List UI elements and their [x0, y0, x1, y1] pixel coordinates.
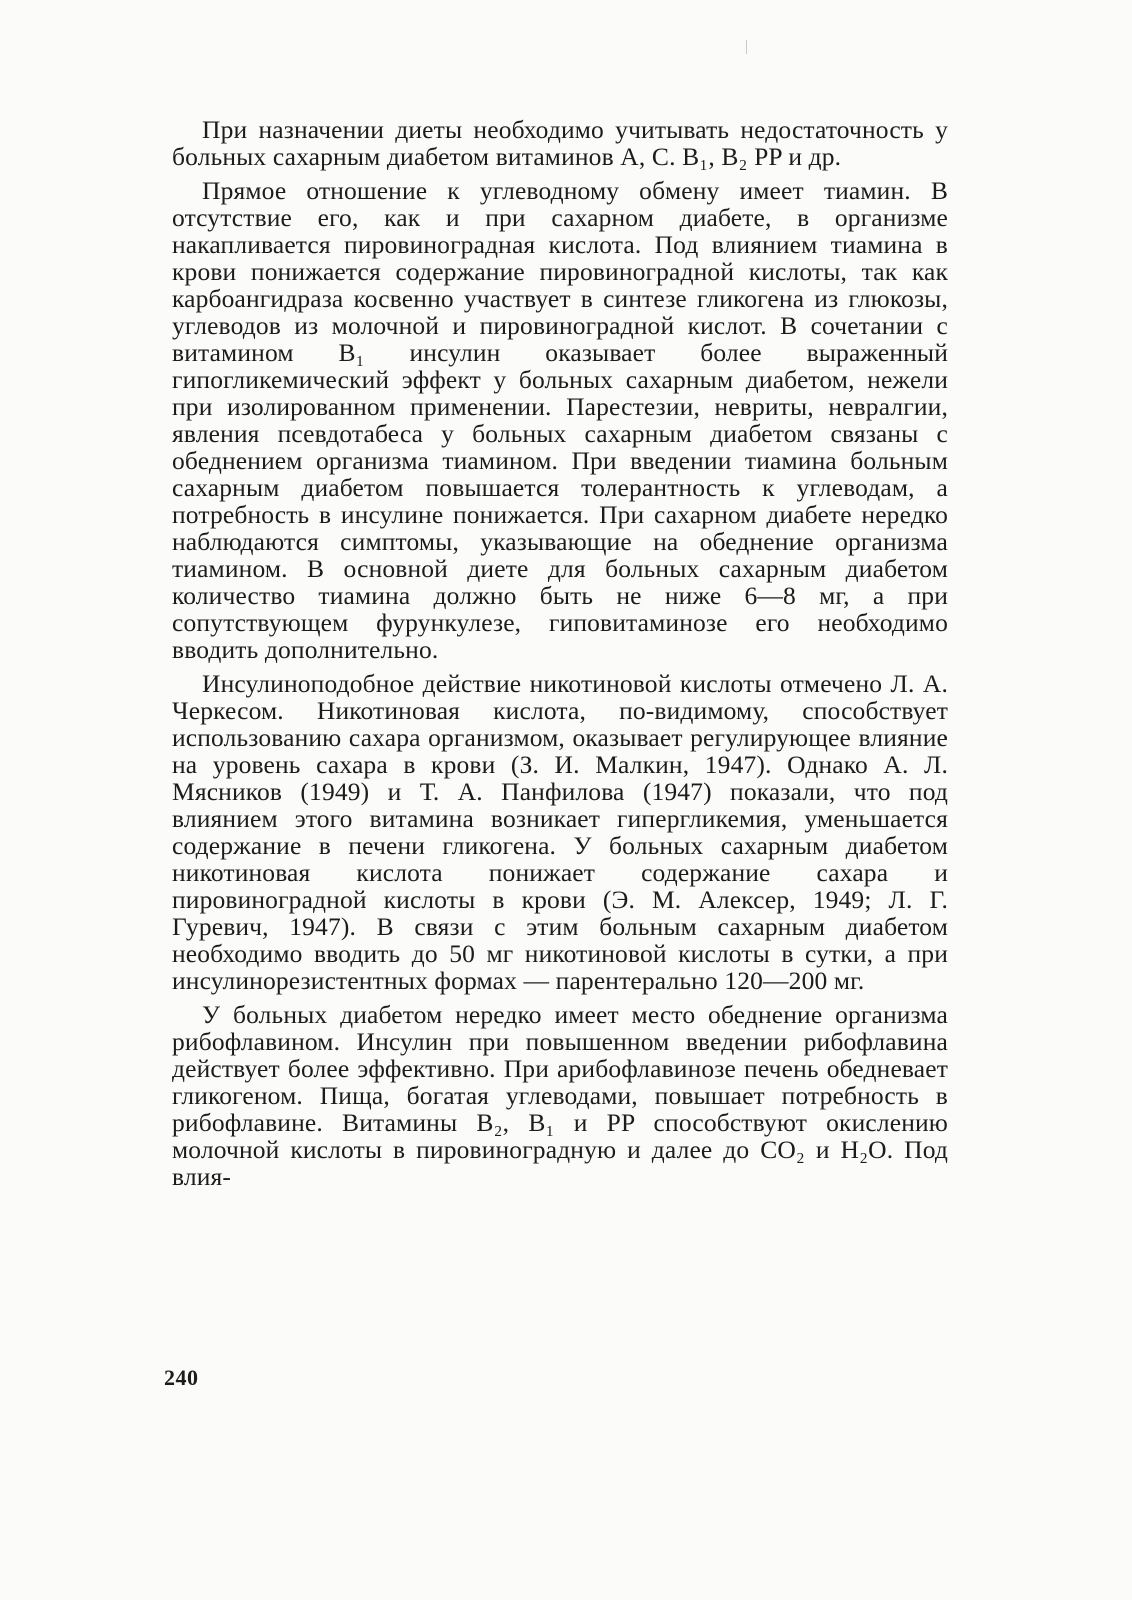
paragraph-nicotinic-acid: Инсулиноподобное действие никотиновой кислоты отмечено Л. А. Черкесом. Никотиновая кислота, по-видимому, способствует использованию сахара организмом, оказывает регулирующее влияние на уровень сахара в крови (З. И. Малкин, 1947). Однако А. Л. Мясников (1949) и Т. А. Панфилова (1947) показали, что под влиянием этого витамина возникает гипергликемия, уменьшается содержание в печени гликогена. У больных сахарным диабетом никотиновая кислота понижает содержание сахара и пировиноградной кислоты в крови (Э. М. Алексер, 1949; Л. Г. Гуревич, 1947). В связи с этим больным сахарным диабетом необходимо вводить до 50 мг никотиновой кислоты в сутки, а при инсулинорезистентных формах — парентерально 120—200 мг. — [172, 669, 948, 995]
body-text — [172, 116, 948, 1197]
scan-mark — [746, 40, 747, 54]
page-number: 240 — [164, 1365, 199, 1390]
paragraph-thiamine: Прямое отношение к углеводному обмену имеет тиамин. В отсутствие его, как и при сахарном диабете, в организме накапливается пировиноградная кислота. Под влиянием тиамина в крови понижается содержание пировиноградной кислоты, так как карбоангидраза косвенно участвует в синтезе гликогена из глюкозы, углеводов из молочной и пировиноградной кислот. В сочетании с витамином B₁ инсулин оказывает более выраженный гипогликемический эффект у больных сахарным диабетом, нежели при изолированном применении. Парестезии, невриты, невралгии, явления псевдотабеса у больных сахарным диабетом связаны с обеднением организма тиамином. При введении тиамина больным сахарным диабетом повышается толерантность к углеводам, а потребность в инсулине понижается. При сахарном диабете нередко наблюдаются симптомы, указывающие на обеднение организма тиамином. В основной диете для больных сахарным диабетом количество тиамина должно быть не ниже 6—8 мг, а при сопутствующем фурункулезе, гиповитаминозе его необходимо вводить дополнительно. — [172, 176, 948, 664]
paragraph-vitamins-intro: При назначении диеты необходимо учитывать недостаточность у больных сахарным диабетом витаминов A, C. B₁, B₂ PP и др. — [172, 115, 948, 171]
paragraph-riboflavin: У больных диабетом нередко имеет место обеднение организма рибофлавином. Инсулин при повышенном введении рибофлавина действует более эффективно. При арибофлавинозе печень обедневает гликогеном. Пища, богатая углеводами, повышает потребность в рибофлавине. Витамины B₂, B₁ и PP способствуют окислению молочной кислоты в пировиноградную и далее до CO₂ и H₂O. Под влия- — [172, 1000, 948, 1191]
